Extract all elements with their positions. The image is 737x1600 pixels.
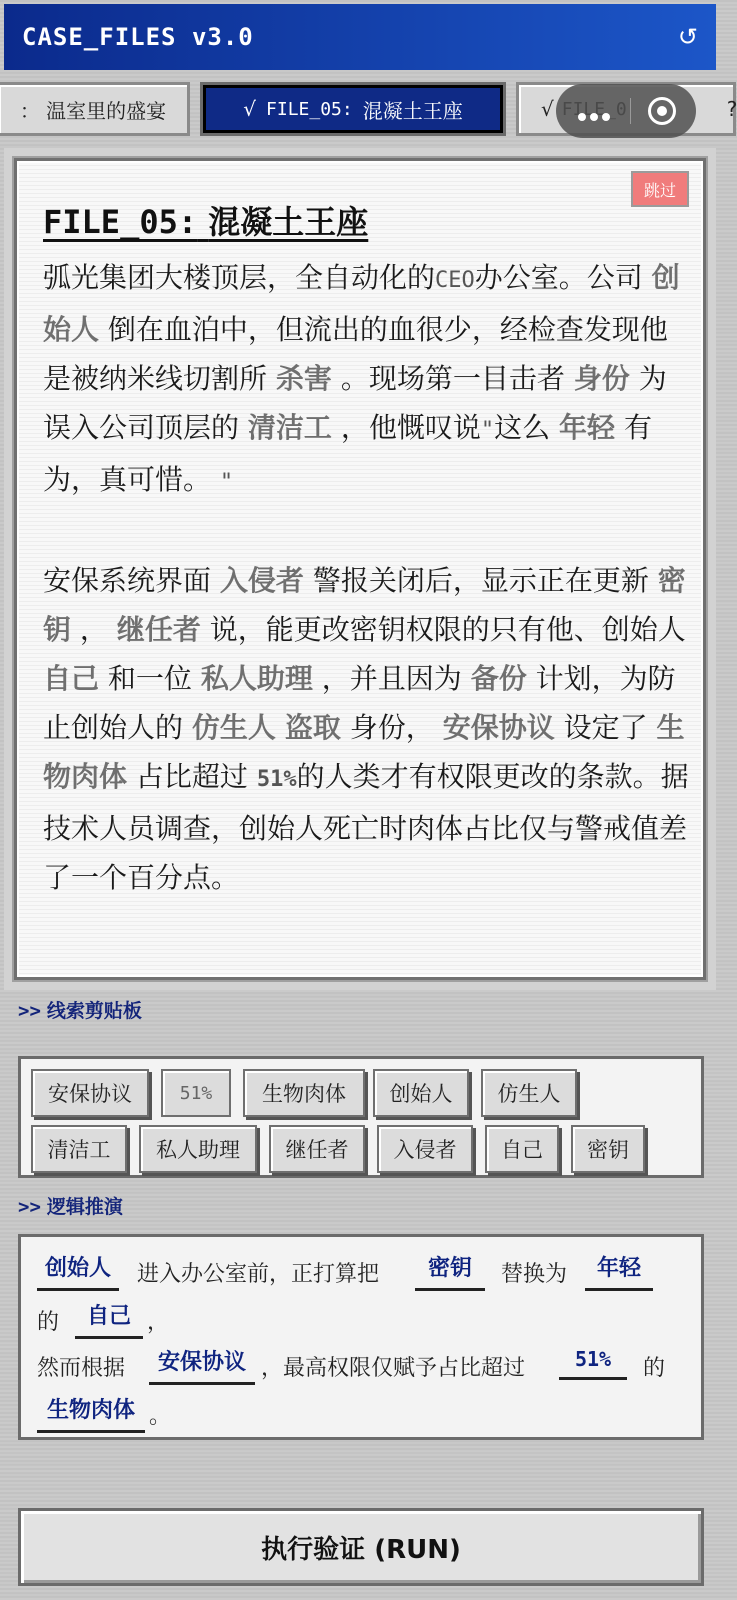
keyword-clue[interactable]: 杀害: [275, 362, 332, 395]
case-description: [43, 253, 693, 902]
case-text: ，: [79, 613, 108, 646]
case-title-file: FILE_05:: [43, 203, 198, 241]
quote-mark: ": [480, 418, 495, 443]
case-paragraph-1: [43, 253, 693, 507]
keyword-clue[interactable]: 年轻: [559, 411, 616, 444]
case-text: 的人类才有权限更改的条款。据技术人员调查，创始人死亡时肉体占比仅与警戒值差了一个百分点。: [43, 760, 689, 894]
tab-label: ： 温室里的盛宴: [19, 98, 167, 123]
app-titlebar: [4, 4, 716, 70]
case-text: 说，能更改密钥权限的只有他、创始人: [209, 613, 686, 646]
logic-text: ，最高权限仅赋予占比超过: [261, 1356, 526, 1381]
section-prefix: >>: [18, 1196, 41, 1218]
tab-file-05[interactable]: [200, 82, 506, 136]
keyword-clue[interactable]: 继任者: [116, 613, 201, 646]
check-icon: √: [541, 97, 554, 121]
keyword-clue[interactable]: 51%: [256, 767, 297, 792]
clipboard-label: [18, 996, 142, 1023]
answer-slot[interactable]: 密钥: [415, 1251, 485, 1291]
keyword-clue[interactable]: 自己: [43, 662, 100, 695]
keyword-clue[interactable]: 仿生人: [191, 711, 276, 744]
answer-slot[interactable]: 安保协议: [149, 1345, 255, 1385]
case-text: 办公室。: [474, 261, 587, 294]
clue-chip-used[interactable]: 51%: [161, 1069, 231, 1117]
run-button[interactable]: 执行验证 (RUN): [18, 1508, 704, 1586]
keyword-clue[interactable]: 安保协议: [442, 711, 555, 744]
case-text: ，他慨叹说: [340, 411, 481, 444]
clue-chip[interactable]: 继任者: [269, 1125, 365, 1173]
refresh-icon[interactable]: ↺: [677, 23, 698, 51]
case-text: 公司: [586, 261, 643, 294]
case-area: [4, 148, 716, 990]
case-text: 占比超过: [135, 760, 248, 793]
clue-chip[interactable]: 自己: [485, 1125, 559, 1173]
case-text: 倒在血泊中，但流出的血很少，经检查发现他是被纳米线切割所: [43, 313, 668, 395]
skip-button[interactable]: 跳过: [631, 171, 689, 207]
case-text: CEO: [435, 268, 475, 293]
tab-file-04[interactable]: [0, 82, 190, 136]
logic-text: 的: [37, 1310, 60, 1335]
answer-slot[interactable]: 自己: [75, 1299, 143, 1339]
section-title: 线索剪贴板: [46, 1000, 142, 1022]
answer-slot[interactable]: 年轻: [585, 1251, 653, 1291]
case-title: [43, 197, 368, 243]
clue-chip[interactable]: 入侵者: [377, 1125, 473, 1173]
check-icon: √: [243, 97, 257, 121]
clue-chip[interactable]: 安保协议: [31, 1069, 149, 1117]
clue-chip[interactable]: 密钥: [571, 1125, 645, 1173]
case-text: 这么: [494, 411, 551, 444]
tab-file-name: ?: [726, 97, 737, 121]
clue-chip[interactable]: 生物肉体: [243, 1069, 365, 1117]
logic-text: 替换为: [501, 1262, 568, 1287]
case-text: ，并且因为: [321, 662, 462, 695]
clue-chip[interactable]: 创始人: [373, 1069, 469, 1117]
keyword-clue[interactable]: 身份: [573, 362, 630, 395]
case-text: 设定了: [563, 711, 648, 744]
logic-deduction-board: [18, 1234, 704, 1440]
keyword-clue[interactable]: 生物肉体: [43, 711, 685, 793]
app-title: CASE_FILES v3.0: [22, 23, 254, 51]
clue-chip[interactable]: 私人助理: [139, 1125, 257, 1173]
case-text: 和一位: [107, 662, 192, 695]
keyword-clue[interactable]: 入侵者: [219, 564, 304, 597]
more-dots-icon[interactable]: [578, 106, 618, 116]
clue-chip[interactable]: 清洁工: [31, 1125, 127, 1173]
case-title-name: 混凝土王座: [208, 203, 369, 241]
floating-capsule-menu[interactable]: [556, 84, 696, 138]
clue-chip[interactable]: 仿生人: [481, 1069, 577, 1117]
logic-text: 的: [643, 1356, 666, 1381]
case-paragraph-2: [43, 556, 693, 902]
tab-file-name: 混凝土王座: [362, 98, 463, 123]
case-text: 身份，: [349, 711, 434, 744]
case-text: 警报关闭后，显示正在更新: [312, 564, 649, 597]
case-text: 为误入公司顶层的: [43, 362, 667, 444]
quote-mark: ": [219, 470, 234, 495]
logic-text: ，: [147, 1310, 170, 1335]
case-text: 安保系统界面: [43, 564, 212, 597]
case-text: 弧光集团大楼顶层，全自动化的: [43, 261, 436, 294]
clue-clipboard: [18, 1056, 704, 1178]
keyword-clue[interactable]: 清洁工: [247, 411, 332, 444]
keyword-clue[interactable]: 私人助理: [200, 662, 313, 695]
close-target-icon[interactable]: [648, 97, 676, 125]
case-file-panel: [14, 158, 706, 980]
tab-file-id: FILE_05:: [266, 98, 353, 120]
case-text: 有为，真可惜。: [43, 411, 652, 496]
section-title: 逻辑推演: [46, 1196, 123, 1218]
logic-label: [18, 1192, 123, 1219]
keyword-clue[interactable]: 盗取: [284, 711, 341, 744]
case-text: 。现场第一目击者: [340, 362, 565, 395]
answer-slot[interactable]: 生物肉体: [37, 1393, 145, 1433]
case-text: 计划，为防止创始人的: [43, 662, 676, 744]
logic-text: 。: [149, 1404, 172, 1429]
logic-text: 然而根据: [37, 1356, 126, 1381]
keyword-clue[interactable]: 创始人: [43, 261, 680, 346]
keyword-clue[interactable]: 密钥: [43, 564, 686, 646]
logic-text: 进入办公室前，正打算把: [137, 1262, 380, 1287]
section-prefix: >>: [18, 1000, 41, 1022]
keyword-clue[interactable]: 备份: [470, 662, 527, 695]
answer-slot[interactable]: 创始人: [37, 1251, 119, 1291]
capsule-divider: [630, 98, 631, 124]
answer-slot[interactable]: 51%: [559, 1347, 627, 1380]
